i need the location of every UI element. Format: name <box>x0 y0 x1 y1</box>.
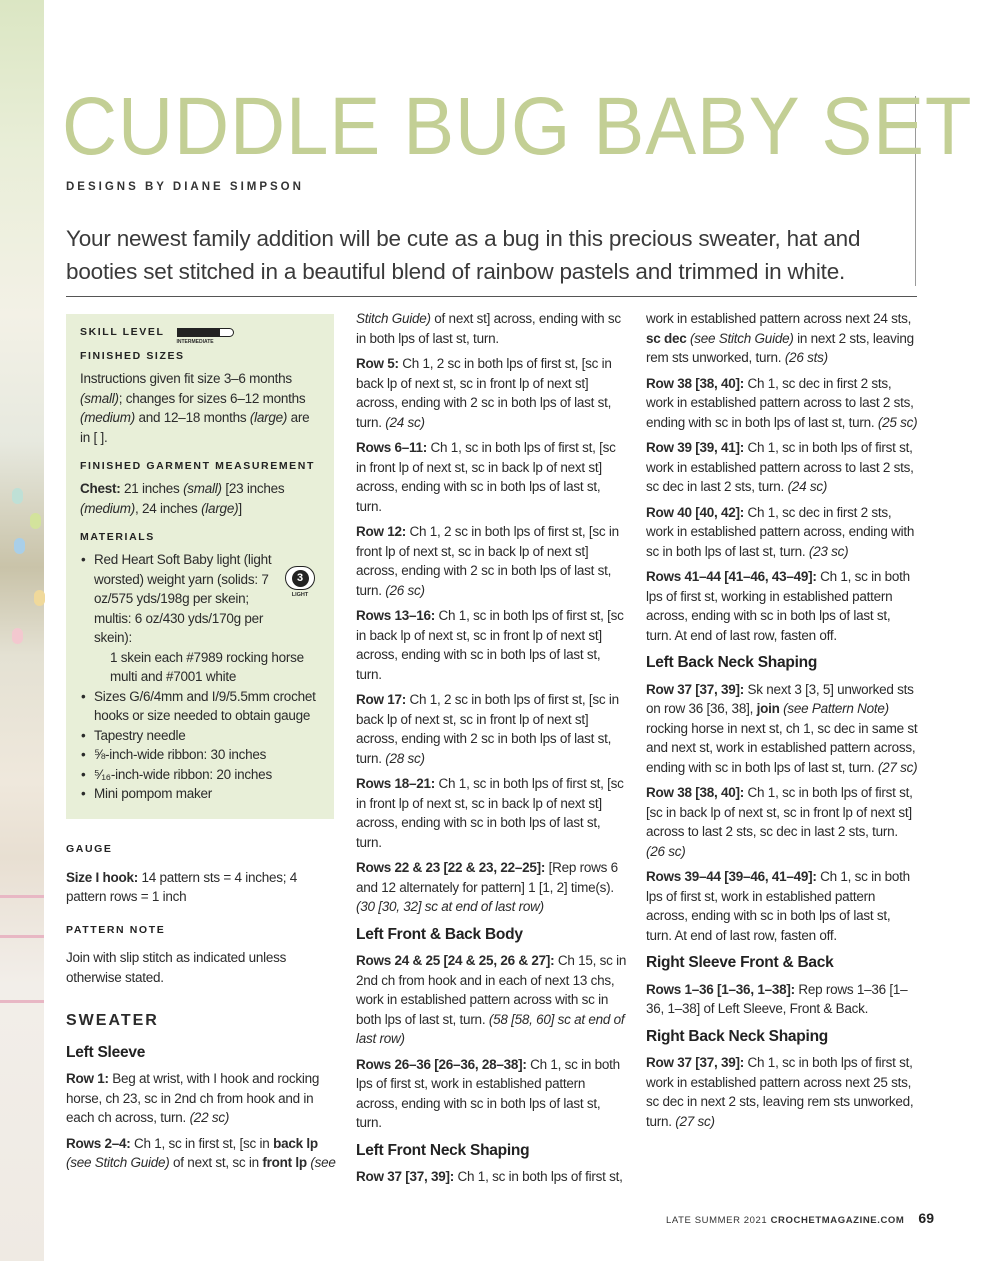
photo-dot <box>12 488 23 504</box>
material-item: • ⅝-inch-wide ribbon: 30 inches <box>94 745 322 765</box>
material-item: • Red Heart Soft Baby light (light worsted) weight yarn (solids: 7 oz/575 yds/198g per skein; multis: 6 oz/430 yds/170g per skein): <box>94 550 322 648</box>
footer-issue: LATE SUMMER 2021 CROCHETMAGAZINE.COM <box>666 1215 905 1226</box>
row-instruction: Row 38 [38, 40]: Ch 1, sc in both lps of first st, [sc in back lp of next st, sc in front lp of next st] across to last 2 sts, sc dec in last 2 sts, turn. (26 sc) <box>646 785 913 859</box>
row-instruction: Rows 18–21: Ch 1, sc in both lps of first st, [sc in front lp of next st, sc in back lp of next st] across, ending with sc in both lps of last st, turn. <box>356 776 624 850</box>
garment-measurement-label: FINISHED GARMENT MEASUREMENT <box>80 460 315 472</box>
row-instruction: work in established pattern across next 24 sts, sc dec (see Stitch Guide) in next 2 sts, leaving rem sts unworked, turn. (26 sts) <box>646 311 914 365</box>
right-sleeve-heading: Right Sleeve Front & Back <box>646 954 834 971</box>
photo-stripe <box>0 1000 44 1003</box>
header-horizontal-rule <box>66 296 917 297</box>
photo-stripe <box>0 895 44 898</box>
row-instruction: Row 37 [37, 39]: Ch 1, sc in both lps of first st, <box>356 1169 623 1184</box>
page-footer <box>666 1210 934 1226</box>
skill-level-label: SKILL LEVEL <box>80 326 165 338</box>
material-item: • Mini pompom maker <box>94 784 322 804</box>
row-instruction: Row 1: Beg at wrist, with I hook and rocking horse, ch 23, sc in 2nd ch from hook and in each ch across, turn. (22 sc) <box>66 1071 320 1125</box>
left-column <box>66 840 338 1179</box>
yarn-weight-number: 3 <box>292 570 309 587</box>
page-number: 69 <box>918 1210 934 1226</box>
left-back-neck-heading: Left Back Neck Shaping <box>646 654 818 671</box>
row-instruction: Row 12: Ch 1, 2 sc in both lps of first st, [sc in front lp of next st, sc in back lp of next st] across, ending with 2 sc in both lps of last st, turn. (26 sc) <box>356 524 619 598</box>
middle-column <box>356 309 628 1193</box>
photo-dot <box>14 538 25 554</box>
intro-text: Your newest family addition will be cute as a bug in this precious sweater, hat and booties set stitched in a beautiful blend of rainbow pastels and trimmed in white. <box>66 226 861 284</box>
row-instruction: Row 17: Ch 1, 2 sc in both lps of first st, [sc in back lp of next st, sc in front lp of next st] across, ending with 2 sc in both lps of last st, turn. (28 sc) <box>356 692 619 766</box>
page-title: CUDDLE BUG BABY SET <box>62 81 973 172</box>
chest-measurement-text: Chest: 21 inches (small) [23 inches (medium), 24 inches (large)] <box>80 481 285 516</box>
left-front-back-heading: Left Front & Back Body <box>356 925 523 943</box>
side-photo <box>0 0 44 1261</box>
row-instruction: Rows 1–36 [1–36, 1–38]: Rep rows 1–36 [1–36, 1–38] of Left Sleeve, Front & Back. <box>646 981 908 1016</box>
photo-dot <box>30 513 41 529</box>
skill-level-tag: INTERMEDIATE <box>176 338 214 345</box>
photo-dot <box>12 628 23 644</box>
sweater-heading: SWEATER <box>66 1012 159 1029</box>
skill-level-icon <box>176 328 233 345</box>
right-column <box>646 309 918 1137</box>
designer-byline: DESIGNS BY DIANE SIMPSON <box>66 181 304 193</box>
row-instruction: Row 40 [40, 42]: Ch 1, sc dec in first 2 sts, work in established pattern across, ending with sc in both lps of last st, turn. (23 sc) <box>646 504 915 559</box>
footer-website: CROCHETMAGAZINE.COM <box>770 1215 905 1226</box>
pattern-note-label: PATTERN NOTE <box>66 923 166 936</box>
materials-label: MATERIALS <box>80 531 155 543</box>
material-item: 1 skein each #7989 rocking horse multi and #7001 white <box>110 649 304 684</box>
finished-sizes-label: FINISHED SIZES <box>80 350 185 362</box>
yarn-weight-word: LIGHT <box>291 592 309 598</box>
row-instruction: Rows 2–4: Ch 1, sc in first st, [sc in back lp (see Stitch Guide) of next st, sc in front lp (see <box>66 1135 336 1170</box>
row-instruction: Row 39 [39, 41]: Ch 1, sc in both lps of first st, work in established pattern across to last 2 sts, sc dec in last 2 sts, turn. (24 sc) <box>646 440 914 494</box>
row-instruction: Rows 6–11: Ch 1, sc in both lps of first st, [sc in front lp of next st, sc in back lp of next st] across, ending with sc in both lps of last st, turn. <box>356 440 616 514</box>
finished-sizes-text: Instructions given fit size 3–6 months (small); changes for sizes 6–12 months (medium) and 12–18 months (large) are in [ ]. <box>80 371 310 445</box>
row-instruction: Rows 24 & 25 [24 & 25, 26 & 27]: Ch 15, sc in 2nd ch from hook and in each of next 13 chs, work in established pattern across with sc in both lps of last st, turn. (58 [58, 60] sc at end of last row) <box>356 953 627 1046</box>
material-item: • ⁵⁄₁₆-inch-wide ribbon: 20 inches <box>94 765 322 785</box>
photo-dot <box>34 590 45 606</box>
row-instruction: Stitch Guide) of next st] across, ending with sc in both lps of last st, turn. <box>356 311 621 346</box>
left-front-neck-heading: Left Front Neck Shaping <box>356 1141 530 1159</box>
material-item: • Sizes G/6/4mm and I/9/5.5mm crochet hooks or size needed to obtain gauge <box>94 687 322 726</box>
gauge-label: GAUGE <box>66 843 113 855</box>
materials-sidebar <box>66 314 334 819</box>
right-back-neck-heading: Right Back Neck Shaping <box>646 1027 829 1045</box>
material-item: • Tapestry needle <box>94 726 322 746</box>
yarn-weight-icon <box>284 566 316 598</box>
row-instruction: Rows 41–44 [41–46, 43–49]: Ch 1, sc in both lps of first st, working in established pattern across, ending with sc in both lps of last st, turn. At end of last row, fasten off. <box>646 569 910 643</box>
row-instruction: Row 37 [37, 39]: Sk next 3 [3, 5] unworked sts on row 36 [36, 38], join (see Pattern Note) rocking horse in next st, ch 1, sc dec in same st and next st, work in established pattern across, ending with sc in both lps of last st, turn. (27 sc) <box>646 681 918 775</box>
skill-level <box>80 326 322 345</box>
photo-stripe <box>0 935 44 938</box>
row-instruction: Rows 26–36 [26–36, 28–38]: Ch 1, sc in both lps of first st, work in established pattern across, ending with sc in both lps of last st, turn. <box>356 1056 620 1130</box>
row-instruction: Rows 13–16: Ch 1, sc in both lps of first st, [sc in back lp of next st, sc in front lp of next st] across, ending with sc in both lps of last st, turn. <box>356 608 624 682</box>
pattern-note-text: Join with slip stitch as indicated unless otherwise stated. <box>66 950 287 985</box>
row-instruction: Rows 39–44 [39–46, 41–49]: Ch 1, sc in both lps of first st, work in established pattern across, ending with sc in both lps of last st, turn. At end of last row, fasten off. <box>646 869 910 943</box>
row-instruction: Rows 22 & 23 [22 & 23, 22–25]: [Rep rows 6 and 12 alternately for pattern] 1 [1, 2] time(s). (30 [30, 32] sc at end of last row) <box>356 860 618 914</box>
row-instruction: Row 37 [37, 39]: Ch 1, sc in both lps of first st, work in established pattern across next 25 sts, sc dec in next 2 sts, leaving rem sts unworked, turn. (27 sc) <box>646 1055 914 1129</box>
gauge-text: Size I hook: 14 pattern sts = 4 inches; 4 pattern rows = 1 inch <box>66 869 297 904</box>
row-instruction: Row 5: Ch 1, 2 sc in both lps of first st, [sc in back lp of next st, sc in front lp of next st] across, ending with 2 sc in both lps of last st, turn. (24 sc) <box>356 356 612 430</box>
left-sleeve-heading: Left Sleeve <box>66 1043 146 1061</box>
row-instruction: Row 38 [38, 40]: Ch 1, sc dec in first 2 sts, work in established pattern across to last 2 sts, ending with sc in both lps of last st, turn. (25 sc) <box>646 375 918 430</box>
